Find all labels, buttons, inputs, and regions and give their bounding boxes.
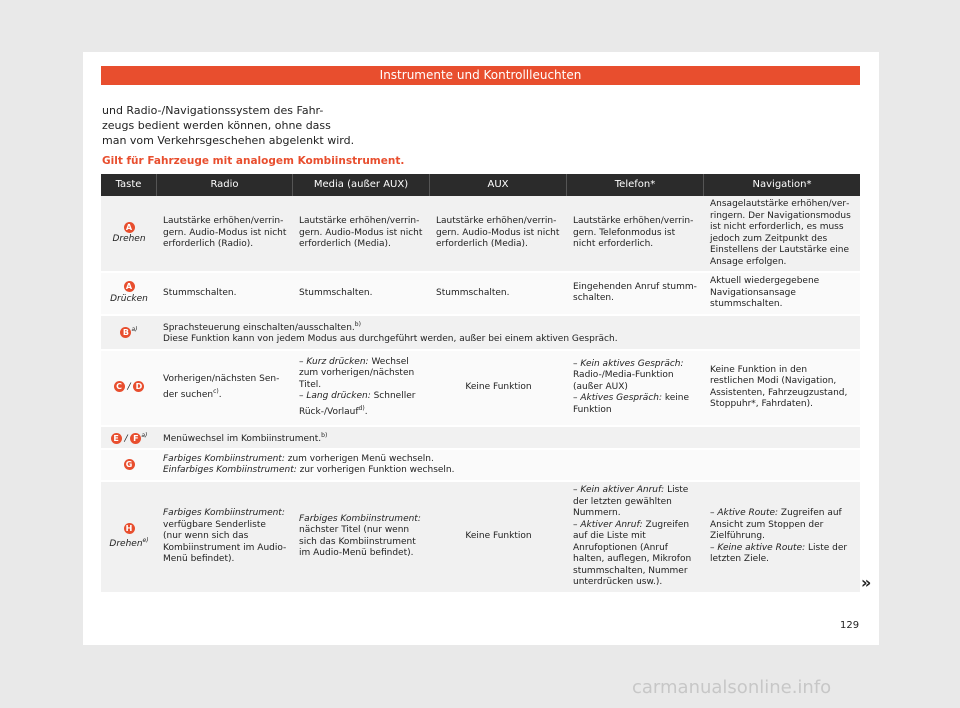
- continue-arrow-icon: »: [861, 573, 872, 592]
- key-cell: [101, 351, 157, 427]
- key-b-badge: B: [120, 327, 131, 338]
- footnote-marker: b): [321, 431, 328, 439]
- cell-text: –: [573, 485, 581, 495]
- table-row: [101, 351, 860, 427]
- cell-text: Zugreifen auf Ansicht zum Stoppen der Zielführung.: [710, 508, 842, 541]
- key-h-badge: H: [124, 523, 135, 534]
- cell-text: –: [299, 356, 307, 367]
- cell-navigation: [704, 482, 860, 594]
- cell-text: zur vorherigen Funktion wechseln.: [296, 465, 455, 475]
- intro-line: zeugs bedient werden können, ohne dass: [102, 119, 331, 132]
- cell-label: Lang drücken:: [306, 391, 371, 402]
- key-cell: [101, 427, 157, 451]
- key-g-badge: G: [124, 459, 135, 470]
- cell-label: Keine aktive Route:: [717, 542, 806, 553]
- cell-aux: Keine Funktion: [430, 482, 567, 594]
- key-cell: [101, 196, 157, 273]
- key-cell: [101, 450, 157, 482]
- footnote-marker: a): [131, 326, 138, 334]
- intro-paragraph: [102, 103, 362, 148]
- cell-label: Aktive Route:: [717, 508, 779, 518]
- footnote-marker: b): [354, 320, 361, 328]
- cell-radio: [157, 482, 293, 594]
- cell-telefon: [567, 351, 704, 427]
- cell-text: .: [364, 406, 368, 417]
- cell-telefon: [567, 482, 704, 594]
- cell-aux: Stummschalten.: [430, 273, 567, 316]
- table-row: [101, 273, 860, 316]
- cell-media: Lautstärke erhöhen/verringern. Audio-Modus ist nicht erforderlich (Media).: [293, 196, 430, 273]
- cell-text: –: [710, 508, 718, 518]
- header-telefon: Telefon*: [567, 174, 704, 196]
- cell-navigation: Keine Funktion in den restlichen Modi (Navigation, Assistenten, Fahrzeugzustand, Stoppuhr*, Fahrdaten).: [704, 351, 860, 427]
- key-a-badge: A: [124, 281, 135, 292]
- table-row: [101, 196, 860, 273]
- key-separator: /: [124, 433, 128, 444]
- watermark: carmanualsonline.info: [632, 677, 832, 698]
- footnote-marker: d): [358, 404, 365, 412]
- cell-label: Kurz drücken:: [306, 356, 369, 367]
- intro-line: man vom Verkehrsgeschehen abgelenkt wird.: [102, 134, 355, 147]
- cell-text: –: [573, 358, 581, 369]
- cell-label: Einfarbiges Kombiinstrument:: [163, 465, 297, 475]
- section-header: Instrumente und Kontrollleuchten: [101, 66, 860, 85]
- table-row: [101, 482, 860, 594]
- cell-media: Stummschalten.: [293, 273, 430, 316]
- table-row: [101, 316, 860, 351]
- cell-text: verfügbare Senderliste (nur wenn sich das Kombiinstrument im Audio-Menü befindet).: [163, 519, 287, 564]
- cell-label: Kein aktives Gespräch:: [580, 358, 684, 369]
- header-taste: Taste: [101, 174, 157, 196]
- key-f-badge: F: [130, 433, 141, 444]
- key-a-badge: A: [124, 222, 135, 233]
- cell-span: [157, 450, 860, 482]
- voice-control-note: Diese Funktion kann von jedem Modus aus durchgeführt werden, außer bei einem aktiven Gespräch.: [163, 334, 618, 344]
- table-row: [101, 427, 860, 451]
- cell-text: Radio-/Media-Funktion (außer AUX): [573, 370, 674, 392]
- cell-label: Farbiges Kombiinstrument:: [163, 508, 285, 518]
- controls-table: [101, 174, 860, 594]
- cell-text: Vorherigen/nächsten Sender suchen: [163, 374, 280, 400]
- table-row: [101, 450, 860, 482]
- cell-radio: [157, 351, 293, 427]
- header-aux: AUX: [430, 174, 567, 196]
- table-subtitle: Gilt für Fahrzeuge mit analogem Kombiinstrument.: [102, 155, 405, 167]
- cell-span: [157, 316, 860, 351]
- key-cell: [101, 316, 157, 351]
- cell-text: zum vorherigen Menü wechseln.: [284, 453, 434, 464]
- footnote-marker: a): [141, 431, 148, 439]
- key-action-label: [107, 535, 151, 551]
- cell-text: Liste der letzten Ziele.: [710, 542, 848, 564]
- table-header-row: [101, 174, 860, 196]
- cell-text: –: [299, 391, 307, 402]
- cell-media: [293, 482, 430, 594]
- cell-aux: Keine Funktion: [430, 351, 567, 427]
- voice-control-text: Sprachsteuerung einschalten/ausschalten.: [163, 322, 355, 333]
- key-action-label: Drücken: [110, 293, 148, 304]
- cell-radio: Lautstärke erhöhen/verringern. Audio-Modus ist nicht erforderlich (Radio).: [157, 196, 293, 273]
- cell-text: Zugreifen auf die Liste mit Anrufoptionen (Anruf halten, auflegen, Mikrofon stummschalten, Nummer unterdrücken usw.).: [573, 519, 692, 587]
- cell-label: Farbiges Kombiinstrument:: [299, 513, 421, 524]
- cell-label: Kein aktiver Anruf:: [580, 485, 665, 495]
- cell-span: [157, 427, 860, 451]
- cell-text: Menüwechsel im Kombiinstrument.: [163, 433, 322, 444]
- cell-text: Wechsel zum vorherigen/nächsten Titel.: [299, 356, 415, 390]
- header-media: Media (außer AUX): [293, 174, 430, 196]
- key-cell: [101, 273, 157, 316]
- cell-navigation: Ansagelautstärke erhöhen/verringern. Der Navigationsmodus ist nicht erforderlich, es muss jedoch zum Zeitpunkt des Einstellens der Lautstärke eine Ansage erfolgen.: [704, 196, 860, 273]
- cell-navigation: Aktuell wiedergegebene Navigationsansage stummschalten.: [704, 273, 860, 316]
- cell-text: Drehen: [109, 539, 143, 550]
- key-d-badge: D: [133, 381, 144, 392]
- header-radio: Radio: [157, 174, 293, 196]
- cell-label: Aktives Gespräch:: [580, 393, 662, 404]
- key-cell: [101, 482, 157, 594]
- footnote-marker: c): [213, 387, 219, 395]
- key-action-label: Drehen: [112, 234, 146, 244]
- cell-text: .: [218, 389, 222, 400]
- key-c-badge: C: [114, 381, 125, 392]
- header-navigation: Navigation*: [704, 174, 860, 196]
- cell-text: –: [573, 519, 581, 530]
- page-number: 129: [840, 620, 860, 631]
- intro-line: und Radio-/Navigationssystem des Fahr-: [102, 104, 324, 117]
- cell-text: Schneller Rück-/Vorlauf: [299, 391, 416, 417]
- footnote-marker: e): [142, 537, 149, 545]
- cell-telefon: Eingehenden Anruf stummschalten.: [567, 273, 704, 316]
- cell-label: Aktiver Anruf:: [580, 519, 643, 530]
- cell-media: [293, 351, 430, 427]
- key-separator: /: [127, 382, 131, 393]
- cell-telefon: Lautstärke erhöhen/verringern. Telefonmodus ist nicht erforderlich.: [567, 196, 704, 273]
- cell-text: Liste der letzten gewählten Nummern.: [573, 485, 689, 518]
- cell-aux: Lautstärke erhöhen/verringern. Audio-Modus ist nicht erforderlich (Media).: [430, 196, 567, 273]
- cell-radio: Stummschalten.: [157, 273, 293, 316]
- cell-text: –: [710, 542, 718, 553]
- key-e-badge: E: [111, 433, 122, 444]
- cell-text: nächster Titel (nur wenn sich das Kombiinstrument im Audio-Menü befindet).: [299, 525, 416, 559]
- cell-text: –: [573, 393, 581, 404]
- cell-label: Farbiges Kombiinstrument:: [163, 453, 285, 464]
- cell-text: keine Funktion: [573, 393, 690, 415]
